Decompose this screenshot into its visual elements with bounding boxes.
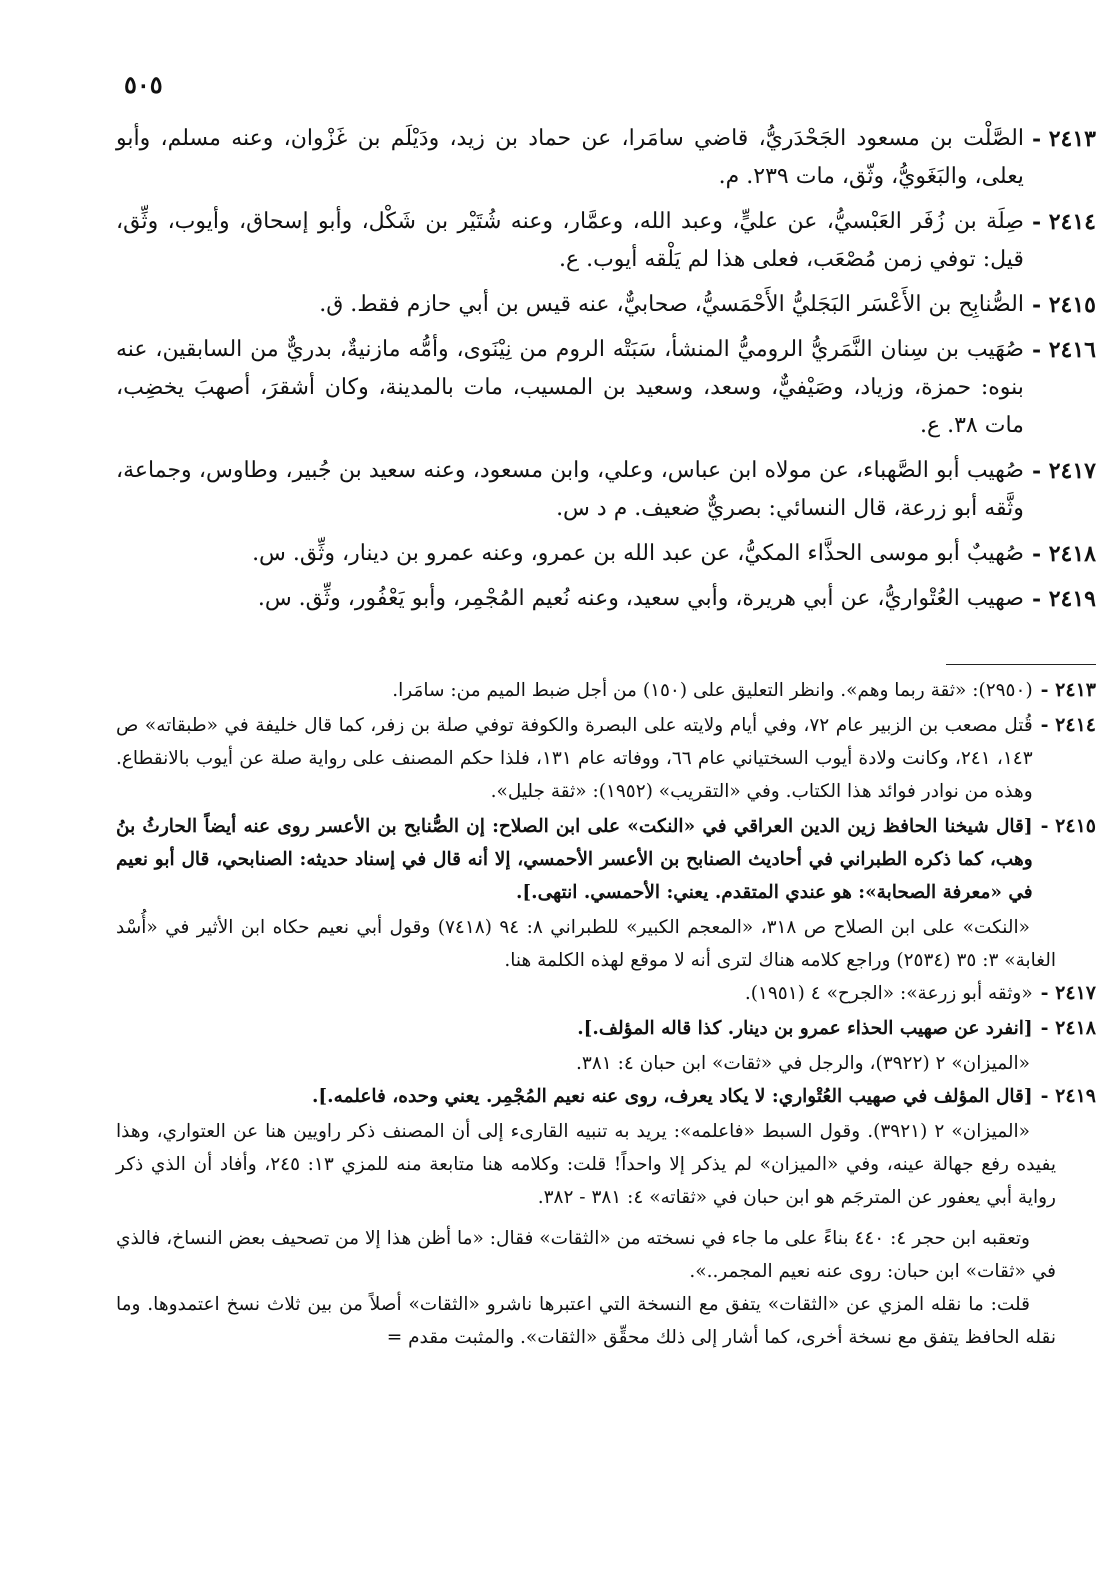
entry-2415	[116, 286, 1096, 324]
note-2418	[116, 1012, 1096, 1045]
note-number: ٢٤١٤ -	[1040, 714, 1096, 736]
entry-number: ٢٤١٥ -	[1031, 292, 1096, 318]
note-quote: [قال المؤلف في صهيب العُتْواري: لا يكاد يعرف، روى عنه نعيم المُجْمِر. يعني وحده، فاعلمه.].	[311, 1086, 1033, 1107]
note-2417	[116, 977, 1096, 1010]
note-2414	[116, 709, 1096, 808]
entry-number: ٢٤١٩ -	[1031, 586, 1096, 612]
entry-number: ٢٤١٨ -	[1031, 541, 1096, 567]
note-number: ٢٤١٩ -	[1040, 1085, 1096, 1107]
entry-2416	[116, 331, 1096, 445]
note-text: قُتل مصعب بن الزبير عام ٧٢، وفي أيام ولايته على البصرة والكوفة توفي صلة بن زفر، كما قال خليفة في «طبقاته» ص ١٤٣، ٢٤١، وكانت ولادة أيوب السختياني عام ٦٦، ووفاته عام ١٣١، فلذا حكم المصنف على رواية صلة عن أيوب بالانقطاع. وهذه من نوادر فوائد هذا الكتاب. وفي «التقريب» (١٩٥٢): «ثقة جليل».	[116, 715, 1033, 802]
entry-2417	[116, 452, 1096, 528]
note-2419	[116, 1080, 1096, 1113]
note-number: ٢٤١٧ -	[1040, 982, 1096, 1004]
entry-2418	[116, 535, 1096, 573]
entry-number: ٢٤١٦ -	[1031, 337, 1096, 363]
note-quote: [انفرد عن صهيب الحذاء عمرو بن دينار. كذا قاله المؤلف.].	[577, 1018, 1033, 1039]
note-2418-reference: «الميزان» ٢ (٣٩٢٢)، والرجل في «ثقات» ابن حبان ٤: ٣٨١.	[576, 1053, 1030, 1074]
entry-text: صُهيب أبو الصَّهباء، عن مولاه ابن عباس، وعلي، وابن مسعود، وعنه سعيد بن جُبير، وطاوس، وجماعة، وثَّقه أبو زرعة، قال النسائي: بصريٌّ ضعيف. م د س.	[116, 458, 1024, 521]
entry-text: الصَّلْت بن مسعود الجَحْدَريُّ، قاضي سامَرا، عن حماد بن زيد، ودَيْلَم بن غَزْوان، وعنه مسلم، وأبو يعلى، والبَغَويُّ، وثّق، مات ٢٣٩. م.	[116, 126, 1024, 189]
note-2415-reference: «النكت» على ابن الصلاح ص ٣١٨، «المعجم الكبير» للطبراني ٨: ٩٤ (٧٤١٨) وقول أبي نعيم حكاه ابن الأثير في «أُسْد الغابة» ٣: ٣٥ (٢٥٣٤) وراجع كلامه هناك لترى أنه لا موقع لهذه الكلمة هنا.	[116, 917, 1056, 971]
note-text: (٢٩٥٠): «ثقة ربما وهم». وانظر التعليق على (١٥٠) من أجل ضبط الميم من: سامَرا.	[392, 680, 1033, 701]
entry-number: ٢٤١٣ -	[1031, 126, 1096, 152]
note-paragraph-1: وتعقبه ابن حجر ٤: ٤٤٠ بناءً على ما جاء في نسخته من «الثقات» فقال: «ما أظن هذا إلا من تصحيف بعض النساخ، فالذي في «ثقات» ابن حبان: روى عنه نعيم المجمر..».	[116, 1228, 1056, 1282]
note-text: «وثقه أبو زرعة»: «الجرح» ٤ (١٩٥١).	[744, 983, 1033, 1004]
entry-number: ٢٤١٤ -	[1031, 209, 1096, 235]
note-2413	[116, 674, 1096, 707]
page-number: ٥٠٥	[124, 70, 163, 99]
note-number: ٢٤١٨ -	[1040, 1017, 1096, 1039]
entry-2419	[116, 580, 1096, 618]
note-number: ٢٤١٣ -	[1040, 679, 1096, 701]
note-quote: [قال شيخنا الحافظ زين الدين العراقي في «النكت» على ابن الصلاح: إن الصُّنابح بن الأعسر روى عنه أيضاً الحارثُ بنُ وهب، كما ذكره الطبراني في أحاديث الصنابح بن الأعسر الأحمسي، إلا أنه قال في إسناد حديثه: الصنابحي، قال أبو نعيم في «معرفة الصحابة»: هو عندي المتقدم. يعني: الأحمسي. انتهى.].	[116, 816, 1033, 903]
main-entries	[116, 120, 1096, 625]
entry-text: صهيب العُتْواريُّ، عن أبي هريرة، وأبي سعيد، وعنه نُعيم المُجْمِر، وأبو يَعْفُور، وثِّق. س.	[257, 586, 1024, 611]
entry-number: ٢٤١٧ -	[1031, 458, 1096, 484]
footnote-divider	[946, 664, 1096, 665]
note-paragraph-2: قلت: ما نقله المزي عن «الثقات» يتفق مع النسخة التي اعتبرها ناشرو «الثقات» أصلاً من بين ثلاث نسخ اعتمدوها. وما نقله الحافظ يتفق مع نسخة أخرى، كما أشار إلى ذلك محقِّق «الثقات». والمثبت مقدم =	[116, 1294, 1056, 1348]
entry-2413	[116, 120, 1096, 196]
entry-text: صُهَيب بن سِنان النَّمَريُّ الروميُّ المنشأ، سَبَتْه الروم من نِيْنَوى، وأمُّه مازنيةٌ، بدريٌّ من السابقين، عنه بنوه: حمزة، وزياد، وصَيْفيٌّ، وسعد، وسعيد بن المسيب، مات بالمدينة، وكان أشقرَ، أصهبَ يخضِب، مات ٣٨. ع.	[116, 337, 1024, 438]
note-number: ٢٤١٥ -	[1040, 815, 1096, 837]
entry-text: صُهيبٌ أبو موسى الحذَّاء المكيُّ، عن عبد الله بن عمرو، وعنه عمرو بن دينار، وثِّق. س.	[252, 541, 1024, 566]
note-2415	[116, 810, 1096, 909]
entry-2414	[116, 203, 1096, 279]
entry-text: صِلَة بن زُفَر العَبْسيُّ، عن عليٍّ، وعبد الله، وعمَّار، وعنه شُتَيْر بن شَكْل، وأبو إسحاق، وأيوب، وثِّق، قيل: توفي زمن مُصْعَب، فعلى هذا لم يَلْقه أيوب. ع.	[116, 209, 1024, 272]
note-2419-reference: «الميزان» ٢ (٣٩٢١). وقول السبط «فاعلمه»: يريد به تنبيه القارىء إلى أن المصنف ذكر راويين هنا عن العتواري، وهذا يفيده رفع جهالة عينه، وفي «الميزان» لم يذكر إلا واحداً! قلت: وكلامه هنا متابعة منه للمزي ١٣: ٢٤٥، وأفاد أن الذي ذكر رواية أبي يعفور عن المترجَم هو ابن حبان في «ثقاته» ٤: ٣٨١ - ٣٨٢.	[116, 1121, 1056, 1208]
entry-text: الصُّنابِح بن الأَعْسَر البَجَليُّ الأَحْمَسيُّ، صحابيٌّ، عنه قيس بن أبي حازم فقط. ق.	[319, 292, 1024, 317]
footnotes	[116, 674, 1096, 1354]
